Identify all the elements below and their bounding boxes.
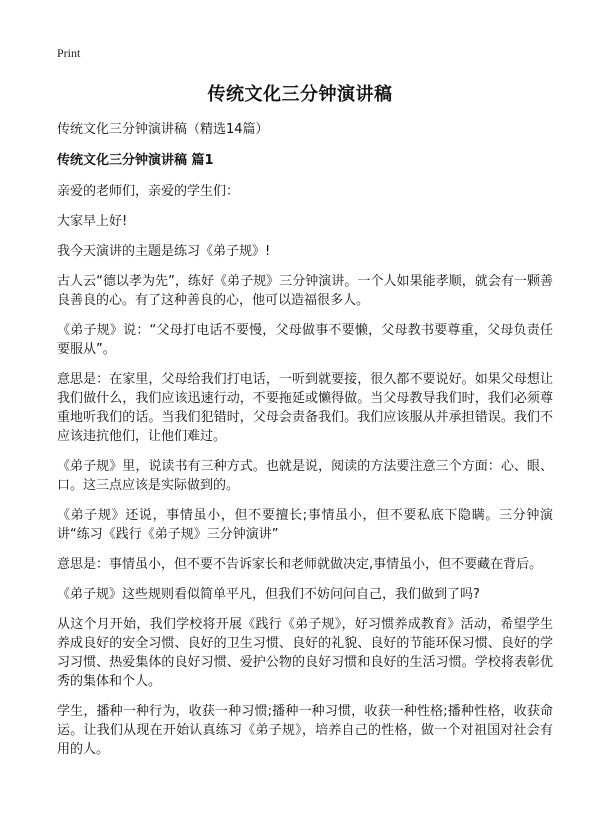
paragraph: 大家早上好!	[57, 214, 128, 229]
print-label: Print	[57, 46, 81, 60]
paragraph: 学生，播种一种行为，收获一种习惯;播种一种习惯，收获一种性格;播种性格，收获命运。让我们从现在开始认真练习《弟子规》，培养自己的性格，做一个对祖国对社会有用的人。	[57, 704, 553, 757]
paragraph: 《弟子规》这些规则看似简单平凡，但我们不妨问问自己，我们做到了吗?	[57, 587, 480, 602]
section-heading: 传统文化三分钟演讲稿 篇1	[57, 153, 214, 168]
paragraph: 意思是：事情虽小，但不要不告诉家长和老师就做决定,事情虽小，但不要藏在背后。	[57, 557, 543, 572]
paragraph: 《弟子规》说：“父母打电话不要慢，父母做事不要懒，父母教书要尊重，父母负责任要服从”。	[57, 323, 553, 357]
document-body	[57, 120, 553, 770]
paragraph: 从这个月开始，我们学校将开展《践行《弟子规》，好习惯养成教育》活动，希望学生养成良好的安全习惯、良好的卫生习惯、良好的礼貌、良好的节能环保习惯、良好的学习习惯、热爱集体的良好习惯、爱护公物的良好习惯和良好的生活习惯。学校将表彰优秀的集体和个人。	[57, 617, 553, 689]
page-title: 传统文化三分钟演讲稿	[207, 84, 393, 105]
paragraph: 我今天演讲的主题是练习《弟子规》!	[57, 244, 271, 259]
paragraph: 亲爱的老师们，亲爱的学生们：	[57, 184, 240, 199]
document-subtitle: 传统文化三分钟演讲稿（精选14篇）	[57, 122, 269, 137]
paragraph: 古人云“德以孝为先”，练好《弟子规》三分钟演讲。一个人如果能孝顺，就会有一颗善良善良的心。有了这种善良的心，他可以造福很多人。	[57, 274, 553, 308]
paragraph: 《弟子规》里，说读书有三种方式。也就是说，阅读的方法要注意三个方面：心、眼、口。这三点应该是实际做到的。	[57, 459, 553, 493]
paragraph: 《弟子规》还说，事情虽小，但不要擅长;事情虽小，但不要私底下隐瞒。三分钟演讲“练习《践行《弟子规》三分钟演讲”	[57, 508, 553, 542]
paragraph: 意思是：在家里，父母给我们打电话，一听到就要接，很久都不要说好。如果父母想让我们做什么，我们应该迅速行动，不要拖延或懒得做。当父母教导我们时，我们必须尊重地听我们的话。当我们犯错时，父母会责备我们。我们应该服从并承担错误。我们不应该违抗他们，让他们难过。	[57, 372, 553, 444]
